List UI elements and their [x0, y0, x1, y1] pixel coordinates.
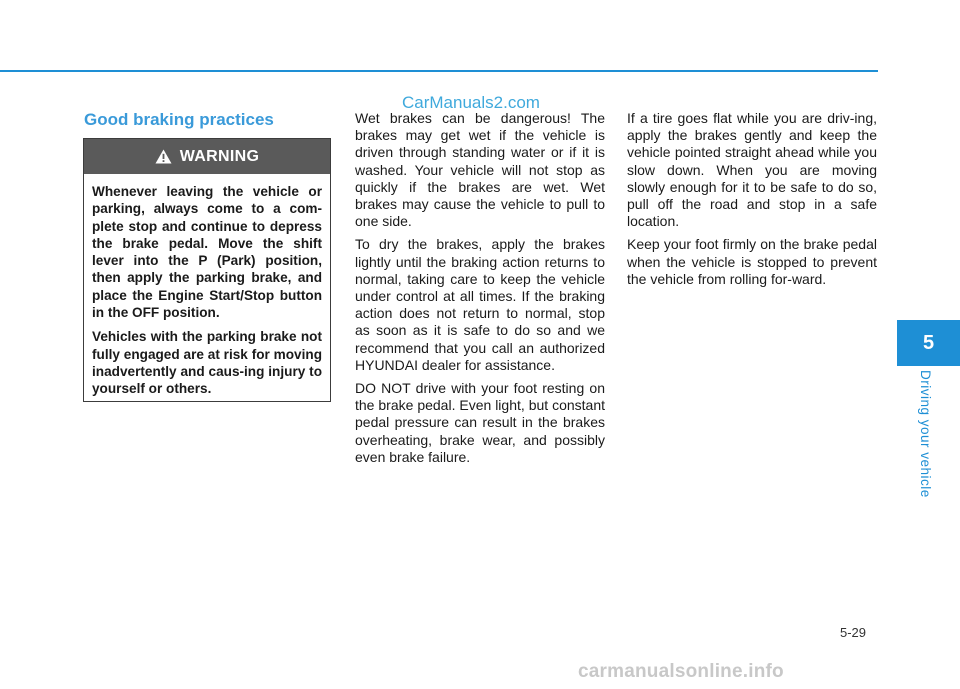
header-rule [0, 70, 878, 72]
body-paragraph: To dry the brakes, apply the brakes lightly until the braking action returns to normal, taking care to keep the vehicle under control at all times. If the braking action does not return to normal, stop as soon as it is safe to do so and we recommend that you call an authorized HYUNDAI dealer for assistance. [355, 236, 605, 373]
text-column-middle [355, 110, 605, 472]
footer-watermark: carmanualsonline.info [578, 661, 784, 682]
warning-header [84, 139, 330, 174]
chapter-title: Driving your vehicle [918, 370, 933, 498]
header-watermark: CarManuals2.com [402, 93, 540, 112]
warning-box [83, 138, 331, 402]
section-title: Good braking practices [84, 110, 274, 129]
body-paragraph: If a tire goes flat while you are driv-ing, apply the brakes gently and keep the vehicle pointed straight ahead while you slow down. When you are moving slowly enough for it to be safe to do so, pull off the road and stop in a safe location. [627, 110, 877, 230]
body-paragraph: DO NOT drive with your foot resting on the brake pedal. Even light, but constant pedal pressure can result in the brakes overheating, brake wear, and possibly even brake failure. [355, 380, 605, 465]
warning-paragraph: Whenever leaving the vehicle or parking, always come to a com-plete stop and continue to depress the brake pedal. Move the shift lever into the P (Park) position, then apply the parking brake, and place the Engine Start/Stop button in the OFF position. [92, 184, 322, 321]
chapter-tab: 5 [897, 320, 960, 366]
warning-triangle-icon [155, 149, 172, 164]
text-column-right [627, 110, 877, 294]
body-paragraph: Keep your foot firmly on the brake pedal when the vehicle is stopped to prevent the vehicle from rolling for-ward. [627, 236, 877, 287]
warning-body [84, 174, 330, 398]
warning-label: WARNING [179, 147, 260, 165]
warning-paragraph: Vehicles with the parking brake not fully engaged are at risk for moving inadvertently and caus-ing injury to yourself or others. [92, 329, 322, 397]
body-paragraph: Wet brakes can be dangerous! The brakes may get wet if the vehicle is driven through standing water or if it is washed. Your vehicle will not stop as quickly if the brakes are wet. Wet brakes may cause the vehicle to pull to one side. [355, 110, 605, 230]
page-number: 5-29 [840, 625, 867, 640]
